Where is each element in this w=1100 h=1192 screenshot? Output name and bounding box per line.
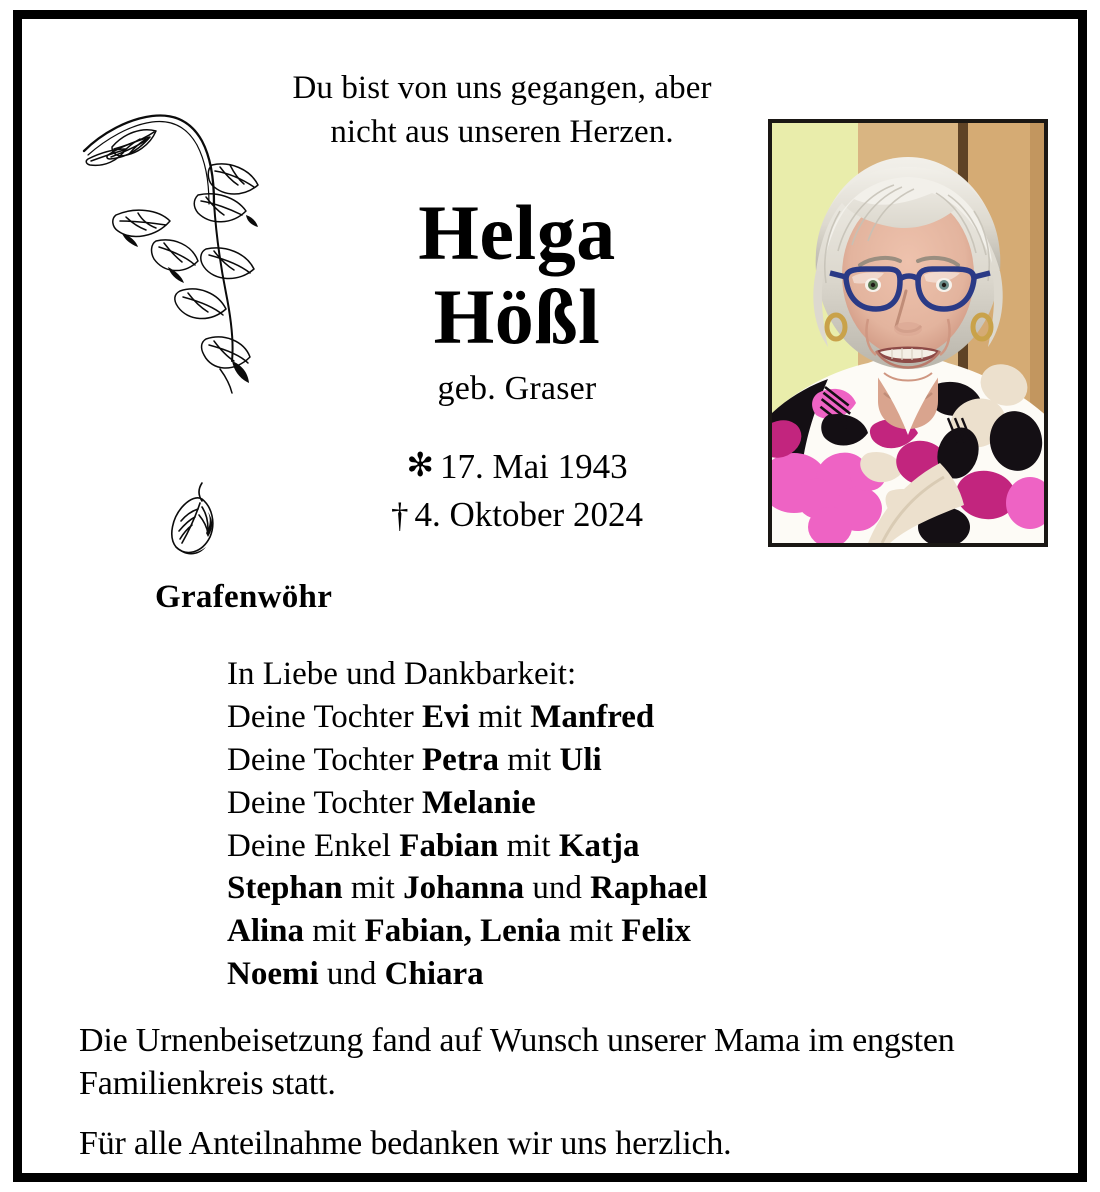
family-intro: In Liebe und Dankbarkeit: (227, 656, 577, 692)
family-member-name: Alina (227, 913, 305, 950)
family-member-name: Fabian, Lenia (364, 913, 561, 950)
death-date-line (277, 491, 757, 540)
death-cross-icon: † (391, 495, 409, 535)
family-member-name: Melanie (422, 784, 536, 821)
closing-text (79, 1019, 1039, 1166)
family-line-text: Deine Tochter (227, 698, 423, 735)
birth-star-icon: ✻ (406, 448, 434, 484)
family-member-name: Felix (621, 913, 691, 950)
family-line-text: mit (342, 870, 404, 907)
family-member-lines (227, 696, 927, 996)
falling-leaf-illustration (162, 477, 228, 563)
epigraph (222, 67, 782, 154)
family-line-text: und (524, 870, 591, 907)
family-line-text: Deine Enkel (227, 827, 400, 864)
family-line (227, 739, 927, 782)
family-member-name: Evi (422, 698, 470, 735)
place-of-residence: Grafenwöhr (155, 579, 333, 615)
closing-paragraph-1: Die Urnenbeisetzung fand auf Wunsch unserer Mama im engsten Familienkreis statt. (79, 1022, 955, 1103)
family-member-name: Fabian (399, 827, 499, 864)
epigraph-line-1: Du bist von uns gegangen, aber (292, 70, 712, 106)
family-line-text: mit (498, 741, 560, 778)
family-member-name: Raphael (590, 870, 708, 907)
portrait-photo (768, 119, 1048, 547)
family-line-text: mit (498, 827, 559, 864)
family-line (227, 782, 927, 825)
family-line (227, 953, 927, 996)
closing-paragraph-2: Für alle Anteilnahme bedanken wir uns herzlich. (79, 1125, 732, 1163)
birth-date: 17. Mai 1943 (440, 447, 628, 486)
birth-date-line (277, 443, 757, 491)
life-dates (277, 443, 757, 539)
death-date: 4. Oktober 2024 (414, 494, 643, 534)
family-line-text: Deine Tochter (227, 741, 423, 778)
first-name: Helga (418, 189, 616, 276)
family-member-name: Chiara (384, 956, 484, 993)
mourning-border-frame (13, 10, 1087, 1182)
family-member-name: Katja (558, 827, 640, 864)
family-line-text: mit (304, 913, 365, 950)
family-list (227, 653, 927, 996)
family-line (227, 825, 927, 868)
family-line (227, 867, 927, 910)
family-member-name: Petra (422, 741, 499, 778)
epigraph-line-2: nicht aus unseren Herzen. (330, 113, 674, 150)
family-line (227, 910, 927, 953)
family-line-text: mit (560, 913, 622, 950)
deceased-name-block (277, 189, 757, 407)
last-name: Hößl (433, 273, 601, 361)
family-member-name: Stephan (227, 870, 343, 907)
family-line-text: und (318, 956, 385, 993)
family-line (227, 696, 927, 739)
family-member-name: Noemi (227, 956, 319, 993)
family-member-name: Uli (559, 741, 602, 778)
family-line-text: Deine Tochter (227, 784, 423, 821)
maiden-name: geb. Graser (437, 369, 597, 407)
family-line-text: mit (469, 698, 531, 735)
family-member-name: Manfred (530, 698, 655, 735)
family-member-name: Johanna (403, 870, 525, 907)
